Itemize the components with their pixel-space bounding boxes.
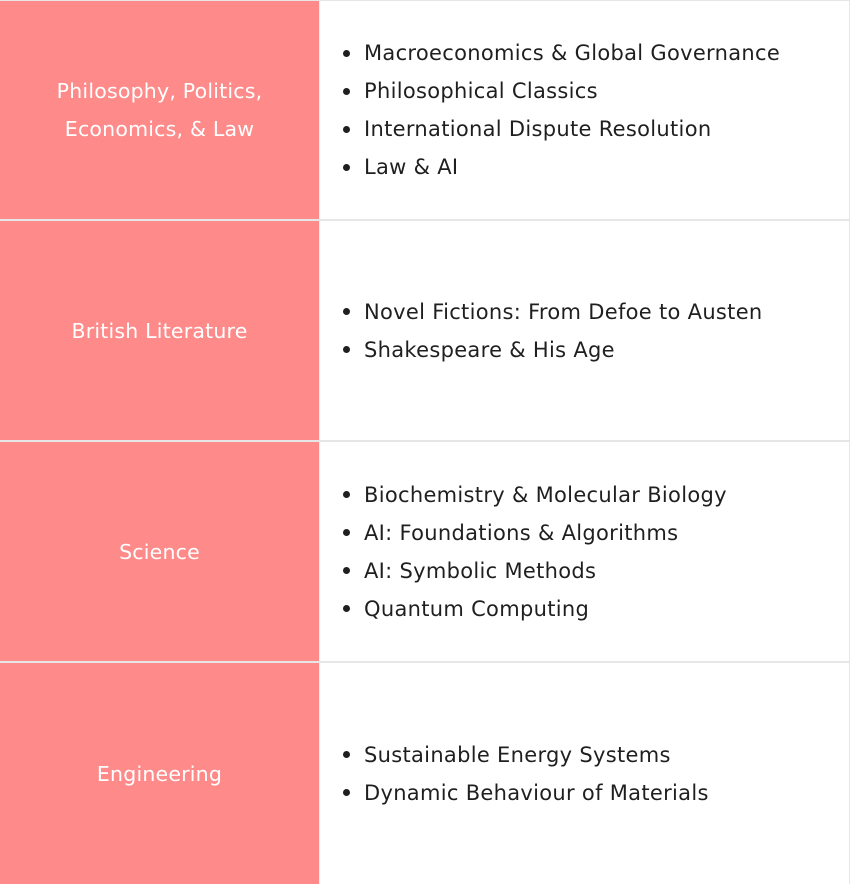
bullet-icon	[343, 529, 350, 536]
course-item	[340, 476, 727, 514]
course-label: Quantum Computing	[364, 596, 590, 621]
category-cell	[0, 663, 320, 884]
course-label: Macroeconomics & Global Governance	[364, 41, 781, 65]
course-label: Shakespeare & His Age	[364, 337, 615, 362]
category-label	[71, 312, 247, 350]
category-label	[57, 72, 263, 148]
table-row-british-literature	[0, 221, 850, 442]
course-item	[340, 34, 780, 72]
course-label: Philosophical Classics	[364, 79, 598, 103]
bullet-icon	[343, 491, 350, 498]
category-label-line: Economics, & Law	[64, 117, 255, 141]
courses-cell	[320, 221, 850, 440]
course-label: International Dispute Resolution	[364, 117, 712, 141]
course-item	[340, 110, 780, 148]
course-label: AI: Foundations & Algorithms	[364, 520, 679, 545]
category-label	[97, 755, 222, 793]
category-label	[119, 533, 200, 571]
course-item	[340, 736, 709, 774]
course-item	[340, 774, 709, 812]
course-item	[340, 148, 780, 186]
table-row-ppel	[0, 0, 850, 221]
bullet-icon	[343, 126, 350, 133]
course-item	[340, 331, 763, 369]
course-item	[340, 72, 780, 110]
course-label: Biochemistry & Molecular Biology	[364, 482, 727, 507]
table-row-science	[0, 442, 850, 663]
course-label: Novel Fictions: From Defoe to Austen	[364, 299, 763, 324]
bullet-icon	[343, 346, 350, 353]
category-label-line: British Literature	[71, 318, 248, 343]
course-item	[340, 514, 727, 552]
courses-cell	[320, 1, 850, 219]
course-list	[320, 34, 780, 186]
bullet-icon	[343, 164, 350, 171]
bullet-icon	[343, 751, 350, 758]
bullet-icon	[343, 88, 350, 95]
category-cell	[0, 221, 320, 440]
course-list	[320, 293, 763, 369]
course-item	[340, 293, 763, 331]
category-cell	[0, 442, 320, 661]
course-item	[340, 590, 727, 628]
course-label: Sustainable Energy Systems	[364, 742, 671, 767]
course-label: Dynamic Behaviour of Materials	[364, 780, 709, 805]
category-cell	[0, 1, 320, 219]
course-label: Law & AI	[364, 155, 459, 179]
bullet-icon	[343, 605, 350, 612]
course-item	[340, 552, 727, 590]
category-label-line: Engineering	[96, 761, 223, 786]
course-list	[320, 476, 727, 628]
bullet-icon	[343, 567, 350, 574]
category-label-line: Science	[119, 539, 200, 564]
category-label-line: Philosophy, Politics,	[56, 79, 263, 103]
course-label: AI: Symbolic Methods	[364, 558, 597, 583]
course-list	[320, 736, 709, 812]
bullet-icon	[343, 308, 350, 315]
bullet-icon	[343, 50, 350, 57]
courses-cell	[320, 442, 850, 661]
bullet-icon	[343, 789, 350, 796]
courses-cell	[320, 663, 850, 884]
table-row-engineering	[0, 663, 850, 884]
